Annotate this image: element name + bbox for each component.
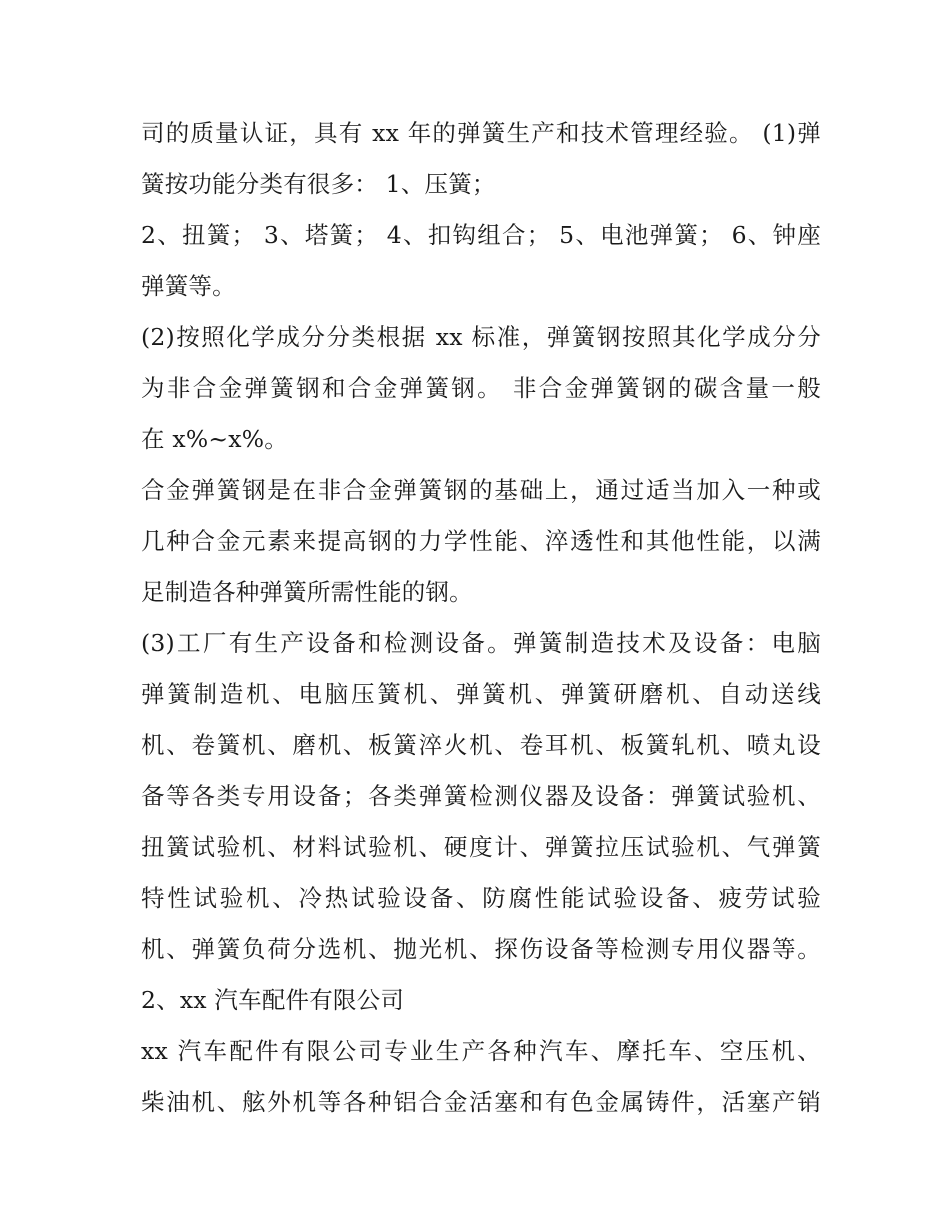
text-line: 足制造各种弹簧所需性能的钢。 (141, 578, 473, 606)
text-line: 司的质量认证，具有 xx 年的弹簧生产和技术管理经验。 (1)弹 (141, 119, 821, 147)
text-line: 柴油机、舷外机等各种铝合金活塞和有色金属铸件，活塞产销 (141, 1088, 821, 1116)
text-line: 为非合金弹簧钢和合金弹簧钢。 非合金弹簧钢的碳含量一般 (141, 374, 821, 402)
text-line: 在 x%~x%。 (141, 425, 288, 453)
document-page (141, 108, 821, 1128)
text-line: 簧按功能分类有很多： 1、压簧； (141, 170, 496, 198)
text-line: 机、卷簧机、磨机、板簧淬火机、卷耳机、板簧轧机、喷丸设 (141, 731, 821, 759)
text-line: 机、弹簧负荷分选机、抛光机、探伤设备等检测专用仪器等。 (141, 935, 821, 963)
section-heading: 2、xx 汽车配件有限公司 (141, 986, 405, 1014)
text-line: 弹簧等。 (141, 272, 236, 300)
text-line: (2)按照化学成分分类根据 xx 标准，弹簧钢按照其化学成分分 (141, 323, 821, 351)
text-line: 几种合金元素来提高钢的力学性能、淬透性和其他性能，以满 (141, 527, 821, 555)
text-line: 2、扭簧； 3、塔簧； 4、扣钩组合； 5、电池弹簧； 6、钟座 (141, 221, 821, 249)
text-line: xx 汽车配件有限公司专业生产各种汽车、摩托车、空压机、 (141, 1037, 821, 1065)
text-line: 合金弹簧钢是在非合金弹簧钢的基础上，通过适当加入一种或 (141, 476, 821, 504)
text-line: 备等各类专用设备；各类弹簧检测仪器及设备：弹簧试验机、 (141, 782, 821, 810)
text-line: 扭簧试验机、材料试验机、硬度计、弹簧拉压试验机、气弹簧 (141, 833, 821, 861)
text-line: 特性试验机、冷热试验设备、防腐性能试验设备、疲劳试验 (141, 884, 821, 912)
text-line: (3)工厂有生产设备和检测设备。弹簧制造技术及设备：电脑 (141, 629, 821, 657)
text-line: 弹簧制造机、电脑压簧机、弹簧机、弹簧研磨机、自动送线 (141, 680, 821, 708)
